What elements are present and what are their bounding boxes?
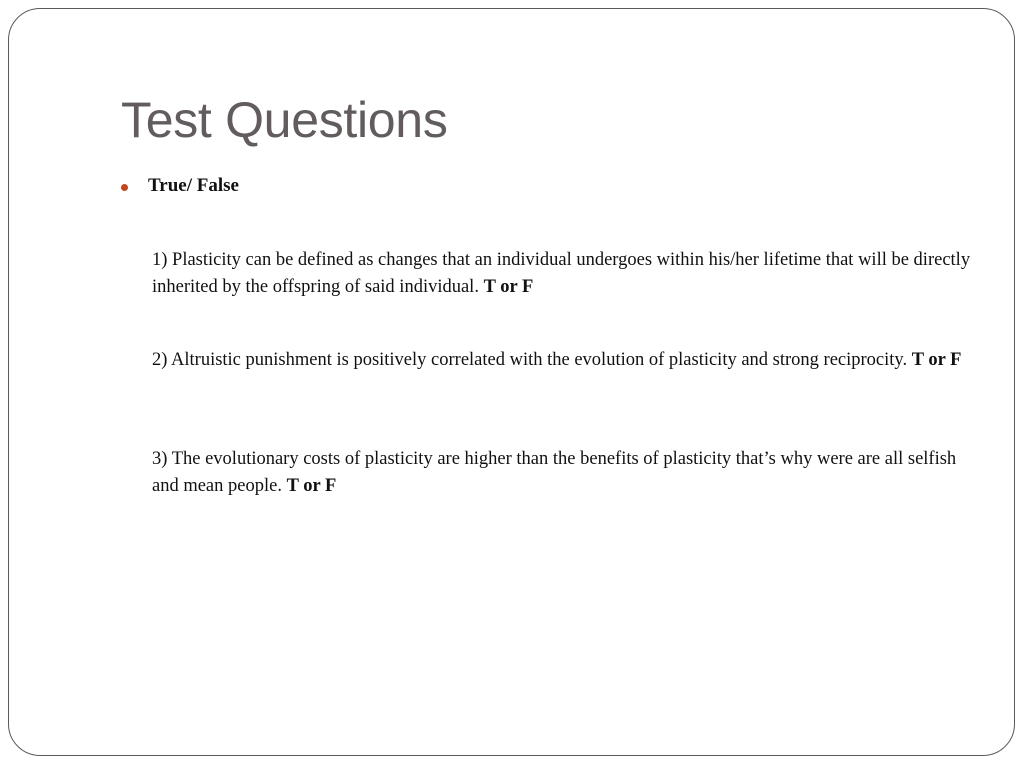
slide-frame: [8, 8, 1015, 756]
question-1: [152, 247, 982, 301]
question-2-answer: T or F: [911, 350, 962, 370]
question-2-text: 2) Altruistic punishment is positively correlated with the evolution of plasticity and strong reciprocity.: [152, 350, 912, 370]
bullet-dot-icon: [121, 184, 128, 191]
bullet-item-true-false: [121, 175, 239, 197]
slide-title: Test Questions: [121, 92, 448, 148]
question-3-answer: T or F: [286, 476, 337, 496]
bullet-heading: True/ False: [148, 175, 239, 196]
question-1-text: 1) Plasticity can be defined as changes that an individual undergoes within his/her lifetime that will be directly inherited by the offspring of said individual.: [152, 250, 971, 297]
question-2: [152, 347, 982, 374]
question-3: [152, 446, 982, 500]
question-3-text: 3) The evolutionary costs of plasticity are higher than the benefits of plasticity that’s why were are all selfish and mean people.: [152, 449, 957, 496]
question-1-answer: T or F: [483, 277, 534, 297]
